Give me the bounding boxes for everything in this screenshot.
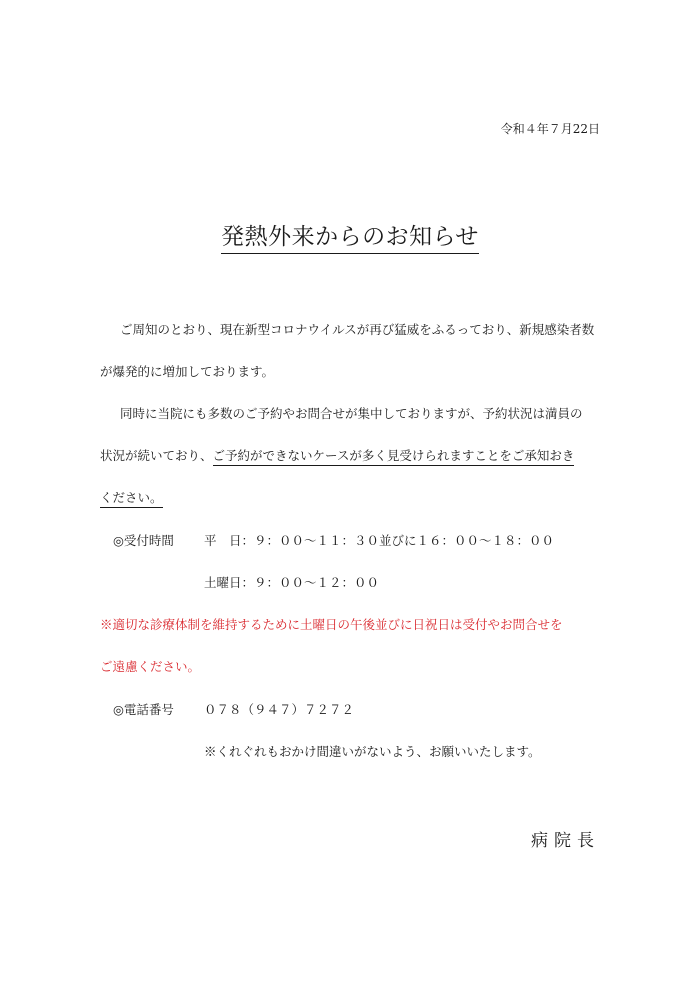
paragraph-1-line-1: ご周知のとおり、現在新型コロナウイルスが再び猛威をふるっており、新規感染者数 — [120, 322, 595, 337]
hours-label: ◎受付時間 — [113, 533, 174, 548]
phone-label: ◎電話番号 — [113, 702, 174, 717]
hours-weekday: 平 日：９：００～１１：３０並びに１６：００～１８：００ — [204, 533, 555, 548]
paragraph-2-line-1: 同時に当院にも多数のご予約やお問合せが集中しておりますが、予約状況は満員の — [120, 406, 583, 421]
paragraph-2-line-2-plain: 状況が続いており、 — [100, 448, 213, 463]
page-title — [0, 218, 700, 251]
paragraph-2-line-3-underlined: ください。 — [100, 490, 163, 508]
warning-line-2: ご遠慮ください。 — [100, 659, 201, 674]
warning-line-1: ※適切な診療体制を維持するために土曜日の午後並びに日祝日は受付やお問合せを — [100, 617, 563, 632]
notice-date: 令和４年７月22日 — [500, 122, 600, 136]
phone-note: ※くれぐれもおかけ間違いがないよう、お願いいたします。 — [204, 744, 541, 759]
signature: 病院長 — [531, 831, 600, 851]
page-title-text: 発熱外来からのお知らせ — [221, 224, 479, 254]
paragraph-1-line-2: が爆発的に増加しております。 — [100, 364, 275, 379]
paragraph-2-line-2 — [100, 446, 574, 464]
phone-number: ０７８（９４７）７２７２ — [204, 702, 355, 717]
paragraph-2-line-2-underlined: ご予約ができないケースが多く見受けられますことをご承知おき — [213, 448, 575, 466]
paragraph-2-line-3 — [100, 488, 163, 506]
hours-saturday: 土曜日：９：００～１２：００ — [204, 575, 380, 590]
